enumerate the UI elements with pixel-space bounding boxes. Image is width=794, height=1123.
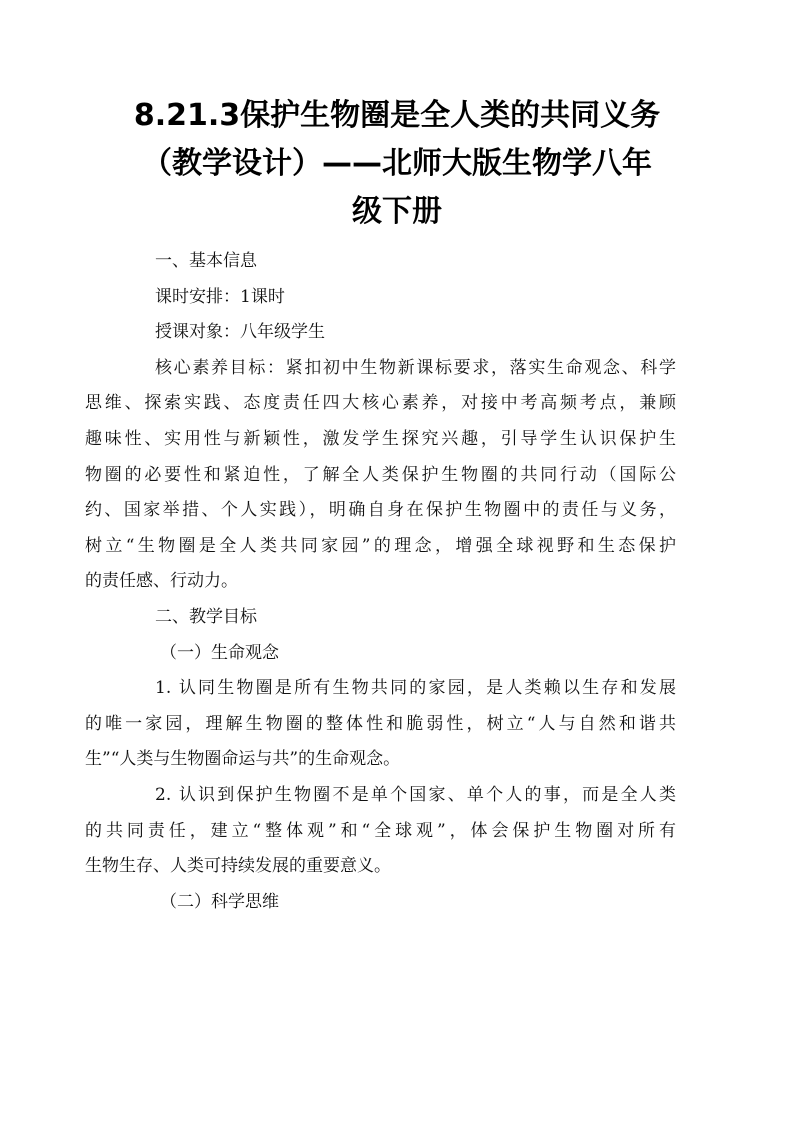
subheading-scientific-thinking: （二）科学思维 (160, 891, 279, 912)
core-line-4: 物圈的必要性和紧迫性，了解全人类保护生物圈的共同行动（国际公 (85, 464, 676, 485)
objective-item-1 (85, 671, 676, 778)
core-line-5: 约、国家举措、个人实践），明确自身在保护生物圈中的责任与义务， (85, 500, 676, 521)
item1-line-2: 的唯一家园，理解生物圈的整体性和脆弱性，树立“人与自然和谐共 (85, 713, 676, 734)
core-line-3: 趣味性、实用性与新颖性，激发学生探究兴趣，引导学生认识保护生 (85, 428, 676, 449)
item2-line-2: 的共同责任，建立“整体观”和“全球观”，体会保护生物圈对所有 (85, 820, 676, 841)
item1-line-3: 生”“人类与生物圈命运与共”的生命观念。 (85, 749, 401, 770)
core-line-2: 思维、探索实践、态度责任四大核心素养，对接中考高频考点，兼顾 (85, 393, 676, 414)
document-title (100, 92, 694, 236)
title-line-2: （教学设计）——北师大版生物学八年 (142, 146, 652, 181)
schedule-line: 课时安排：1课时 (155, 286, 285, 307)
core-line-6: 树立“生物圈是全人类共同家园”的理念，增强全球视野和生态保护 (85, 535, 676, 556)
title-line-1: 8.21.3保护生物圈是全人类的共同义务 (133, 98, 661, 133)
item2-line-1: 2. 认识到保护生物圈不是单个国家、单个人的事，而是全人类 (155, 784, 676, 805)
audience-line: 授课对象：八年级学生 (155, 322, 325, 343)
objective-item-2 (85, 778, 676, 885)
heading-basic-info: 一、基本信息 (155, 251, 257, 271)
item2-line-3: 生物生存、人类可持续发展的重要意义。 (85, 856, 391, 877)
core-line-7: 的责任感、行动力。 (85, 571, 238, 592)
title-line-3: 级下册 (352, 194, 442, 229)
heading-objectives: 二、教学目标 (155, 606, 257, 627)
subheading-life-concept: （一）生命观念 (160, 642, 279, 663)
item1-line-1: 1. 认同生物圈是所有生物共同的家园，是人类赖以生存和发展 (155, 678, 676, 699)
document-body (85, 244, 676, 920)
core-line-1: 核心素养目标：紧扣初中生物新课标要求，落实生命观念、科学 (155, 357, 676, 378)
core-literacy-paragraph (85, 351, 676, 600)
